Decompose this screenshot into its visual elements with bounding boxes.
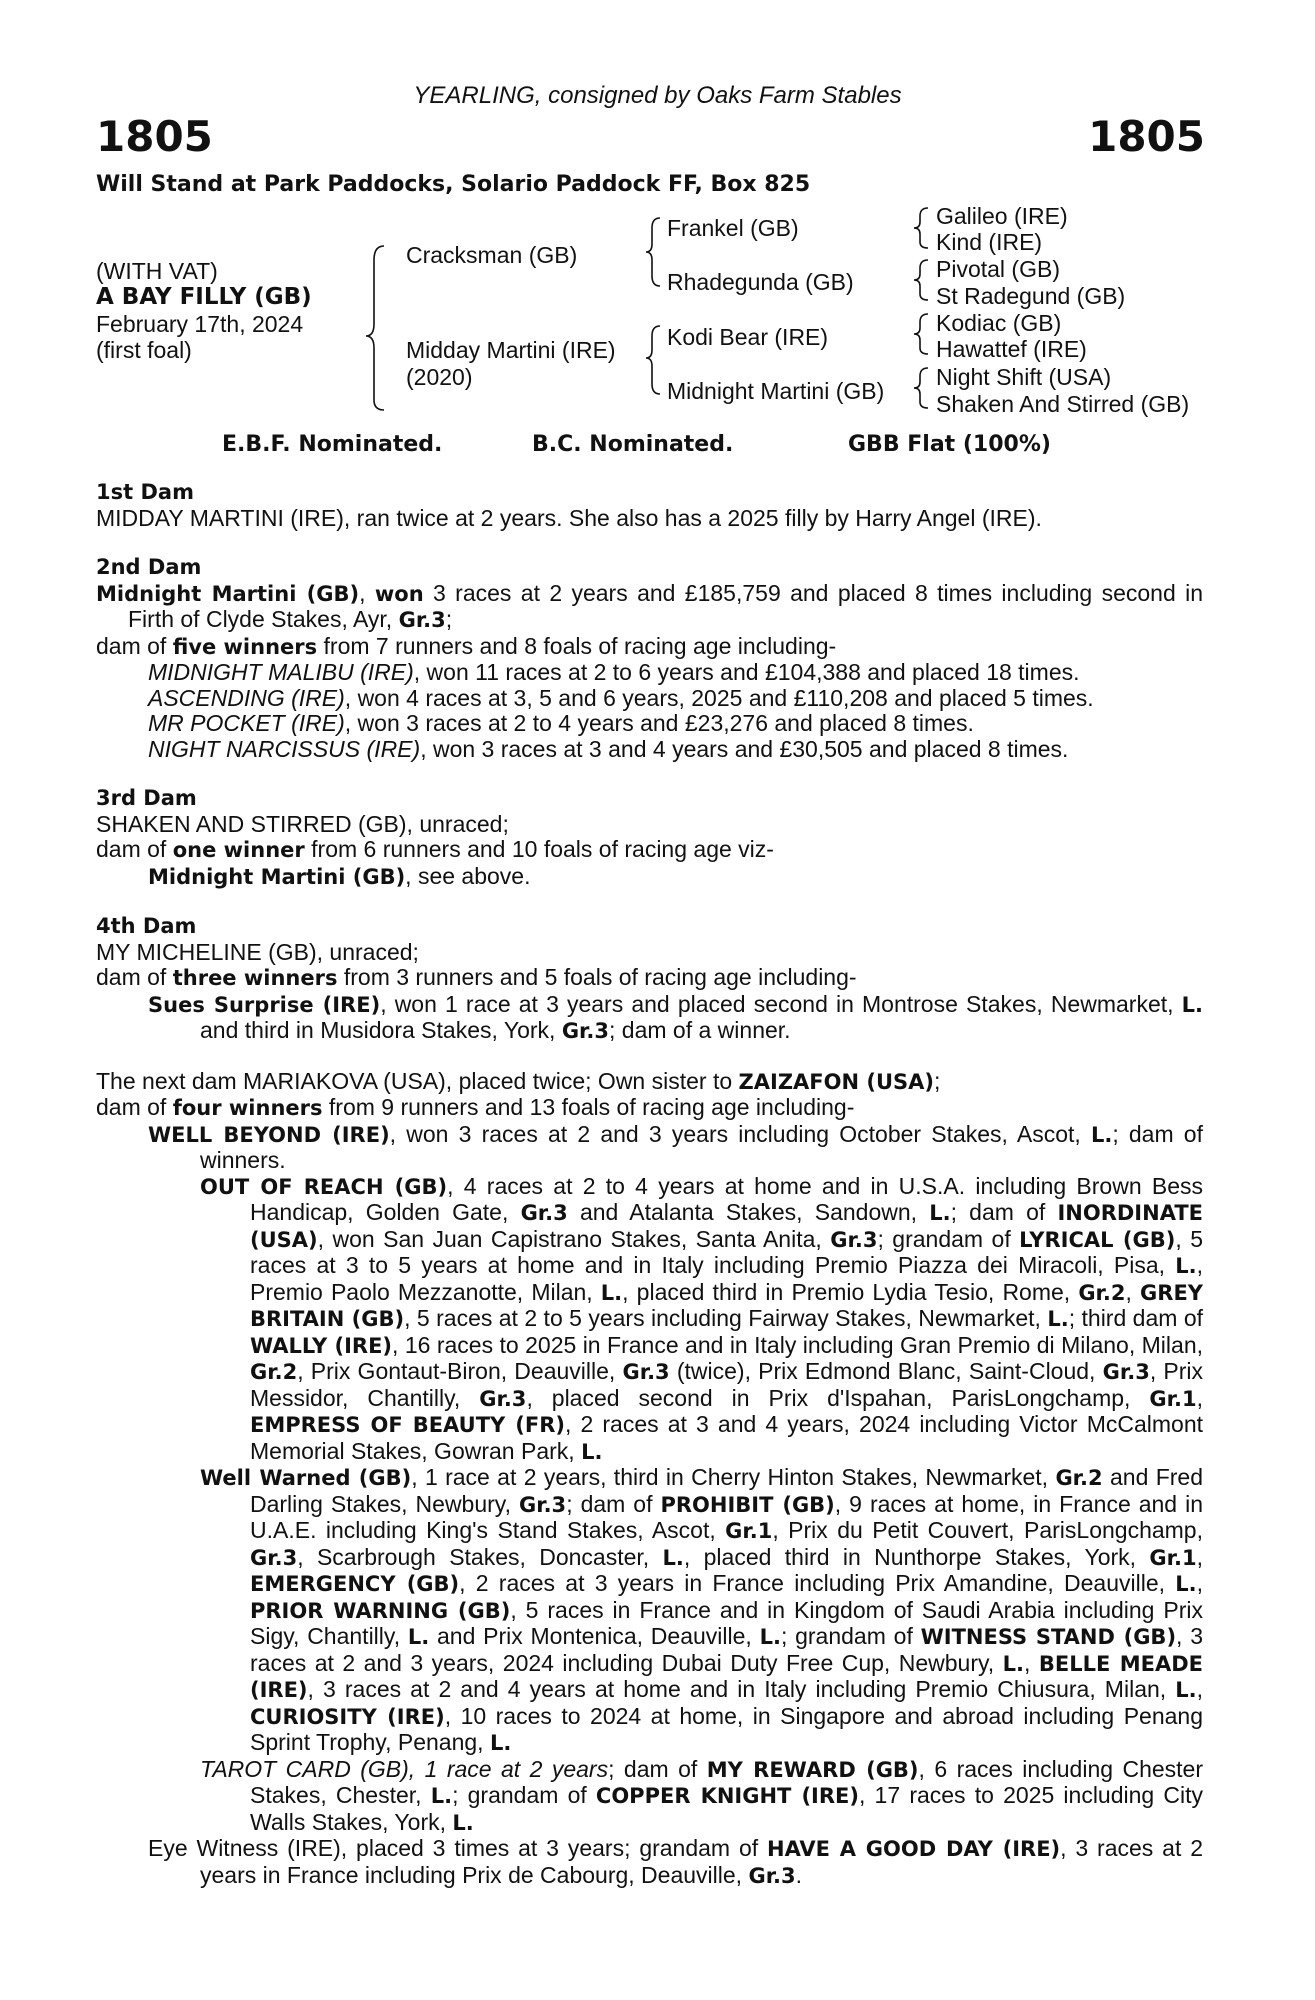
dd-sire: Night Shift (USA) [936,364,1112,390]
dam2-progeny-1: MIDNIGHT MALIBU (IRE), won 11 races at 2 to 6 years and £104,388 and placed 18 times. [148,659,1080,685]
dam3-heading: 3rd Dam [96,786,197,810]
dam3-text: SHAKEN AND STIRRED (GB), unraced; [96,810,509,837]
dam2-progeny-3: MR POCKET (IRE), won 3 races at 2 to 4 years and £23,276 and placed 8 times. [148,710,974,736]
gbb-flat: GBB Flat (100%) [848,432,1051,457]
main-bracket [366,246,384,410]
dam3-progeny-1: Midnight Martini (GB), see above. [148,862,531,889]
vat-note: (WITH VAT) [96,258,218,284]
dam-name: Midday Martini (IRE) [406,337,616,363]
dam-bracket [646,326,660,394]
pedigree-brackets [0,0,1315,420]
sd-bracket [914,260,928,300]
dd-bracket [914,368,928,408]
stand-location: Will Stand at Park Paddocks, Solario Paddock FF, Box 825 [96,172,811,197]
dam2-heading: 2nd Dam [96,555,202,579]
dam4-heading: 4th Dam [96,914,197,938]
sd-sire: Pivotal (GB) [936,256,1060,282]
dam4-progeny-1: Sues Surprise (IRE), won 1 race at 3 years and placed second in Montrose Stakes, Newmarket, L. and third in Musidora Stakes, York, Gr.3; dam of a winner. [148,990,1203,1043]
ds-dam: Hawattef (IRE) [936,336,1087,362]
out-of-reach: OUT OF REACH (GB), 4 races at 2 to 4 years at home and in U.S.A. including Brown Bess Handicap, Golden Gate, Gr.3 and Atalanta Stakes, Sandown, L.; dam of INORDINATE (USA), won San Juan Capistrano Stakes, Santa Anita, Gr.3; grandam of LYRICAL (GB), 5 races at 3 to 5 years at home and in Italy including Premio Piazza dei Miracoli, Pisa, L., Premio Paolo Mezzanotte, Milan, L., placed third in Premio Lydia Tesio, Rome, Gr.2, GREY BRITAIN (GB), 5 races at 2 to 5 years including Fairway Stakes, Newmarket, L.; third dam of WALLY (IRE), 16 races to 2025 in France and in Italy including Gran Premio di Milano, Milan, Gr.2, Prix Gontaut-Biron, Deauville, Gr.3 (twice), Prix Edmond Blanc, Saint-Cloud, Gr.3, Prix Messidor, Chantilly, Gr.3, placed second in Prix d'Ispahan, ParisLongchamp, Gr.1, EMPRESS OF BEAUTY (FR), 2 races at 3 and 4 years, 2024 including Victor McCalmont Memorial Stakes, Gowran Park, L. [200,1172,1204,1464]
dam2-progeny-2: ASCENDING (IRE), won 4 races at 3, 5 and 6 years, 2025 and £110,208 and placed 5 times. [148,684,1094,711]
horse-name: A BAY FILLY (GB) [96,284,312,310]
dam2-progeny-4: NIGHT NARCISSUS (IRE), won 3 races at 3 and 4 years and £30,505 and placed 8 times. [148,735,1069,762]
dam1-text: MIDDAY MARTINI (IRE), ran twice at 2 years. She also has a 2025 filly by Harry Angel (IRE). [96,504,1042,531]
ss-sire: Galileo (IRE) [936,203,1068,229]
ds-bracket [914,314,928,354]
ss-dam: Kind (IRE) [936,229,1043,255]
dam-year: (2020) [406,364,473,390]
eye-witness: Eye Witness (IRE), placed 3 times at 3 years; grandam of HAVE A GOOD DAY (IRE), 3 races at 2 years in France including Prix de Cabourg, Deauville, Gr.3. [148,1835,1203,1888]
dam4-text: MY MICHELINE (GB), unraced; [96,938,419,965]
sire-sire: Frankel (GB) [667,215,799,241]
tarot-card: TAROT CARD (GB), 1 race at 2 years; dam of MY REWARD (GB), 6 races including Chester Stakes, Chester, L.; grandam of COPPER KNIGHT (IRE), 17 races to 2025 including City Walls Stakes, York, L. [200,1755,1204,1835]
consignment-line: YEARLING, consigned by Oaks Farm Stables [413,82,902,109]
dam3-produce: dam of one winner from 6 runners and 10 foals of racing age viz- [96,836,774,862]
dd-dam: Shaken And Stirred (GB) [936,391,1190,417]
dam2-won: won [374,581,424,606]
ebf-nomination: E.B.F. Nominated. [222,432,443,457]
dam2-name: Midnight Martini (GB) [96,581,360,606]
sd-dam: St Radegund (GB) [936,283,1126,309]
next-dam-intro: The next dam MARIAKOVA (USA), placed twice; Own sister to ZAIZAFON (USA); [96,1067,941,1094]
sire-dam: Rhadegunda (GB) [667,269,854,295]
well-warned: Well Warned (GB), 1 race at 2 years, third in Cherry Hinton Stakes, Newmarket, Gr.2 and Fred Darling Stakes, Newbury, Gr.3; dam of PROHIBIT (GB), 9 races at home, in France and in U.A.E. including King's Stand Stakes, Ascot, Gr.1, Prix du Petit Couvert, ParisLongchamp, Gr.3, Scarbrough Stakes, Doncaster, L., placed third in Nunthorpe Stakes, York, Gr.1, EMERGENCY (GB), 2 races at 3 years in France including Prix Amandine, Deauville, L., PRIOR WARNING (GB), 5 races in France and in Kingdom of Saudi Arabia including Prix Sigy, Chantilly, L. and Prix Montenica, Deauville, L.; grandam of WITNESS STAND (GB), 3 races at 2 and 3 years, 2024 including Dubai Duty Free Cup, Newbury, L., BELLE MEADE (IRE), 3 races at 2 and 4 years at home and in Italy including Premio Chiusura, Milan, L., CURIOSITY (IRE), 10 races to 2024 at home, in Singapore and abroad including Penang Sprint Trophy, Penang, L. [200,1464,1204,1755]
dam2-record: Midnight Martini (GB), won 3 races at 2 years and £185,759 and placed 8 times including second in Firth of Clyde Stakes, Ayr, Gr.3; [96,579,1204,632]
well-beyond: WELL BEYOND (IRE), won 3 races at 2 and 3 years including October Stakes, Ascot, L.; dam of winners. [148,1120,1203,1173]
dam2-produce: dam of five winners from 7 runners and 8 foals of racing age including- [96,632,837,659]
ds-sire: Kodiac (GB) [936,310,1062,336]
horse-foal: (first foal) [96,337,192,363]
sire-name: Cracksman (GB) [406,242,578,268]
horse-dob: February 17th, 2024 [96,311,304,337]
lot-number-left: 1805 [96,112,213,161]
lot-number-right: 1805 [1088,112,1205,161]
dam1-heading: 1st Dam [96,480,194,504]
next-dam-produce: dam of four winners from 9 runners and 13 foals of racing age including- [96,1094,855,1120]
dam4-produce: dam of three winners from 3 runners and 5 foals of racing age including- [96,964,857,990]
catalogue-text [96,480,1203,1889]
dam-sire: Kodi Bear (IRE) [667,324,829,350]
dam-dam: Midnight Martini (GB) [667,378,885,404]
bc-nomination: B.C. Nominated. [532,432,734,457]
ss-bracket [914,208,928,248]
sire-bracket [646,218,660,286]
